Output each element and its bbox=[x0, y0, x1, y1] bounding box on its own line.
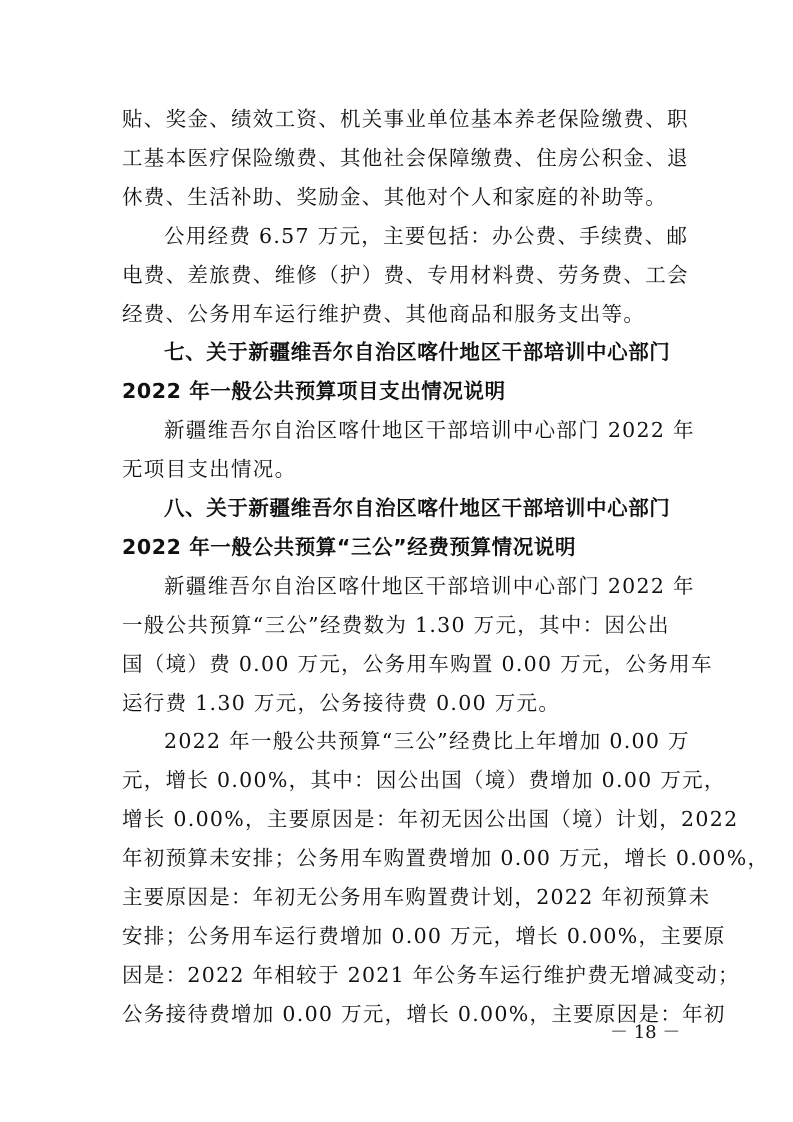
body-text-line: 运行费 1.30 万元，公务接待费 0.00 万元。 bbox=[122, 691, 561, 715]
body-text-line: 安排；公务用车运行费增加 0.00 万元，增长 0.00%，主要原 bbox=[122, 924, 726, 948]
body-text-line: 新疆维吾尔自治区喀什地区干部培训中心部门 2022 年 bbox=[164, 574, 695, 598]
body-text-line: 公用经费 6.57 万元，主要包括：办公费、手续费、邮 bbox=[164, 224, 689, 248]
body-text-line: 工基本医疗保险缴费、其他社会保障缴费、住房公积金、退 bbox=[122, 146, 689, 170]
body-text-line: 无项目支出情况。 bbox=[122, 457, 297, 481]
body-text-line: 增长 0.00%，主要原因是：年初无因公出国（境）计划，2022 bbox=[122, 807, 739, 831]
body-text-line: 2022 年一般公共预算“三公”经费比上年增加 0.00 万 bbox=[164, 729, 690, 753]
body-text-line: 年初预算未安排；公务用车购置费增加 0.00 万元，增长 0.00%， bbox=[122, 846, 770, 870]
body-text-line: 公务接待费增加 0.00 万元，增长 0.00%，主要原因是：年初 bbox=[122, 1002, 726, 1026]
body-text-line: 贴、奖金、绩效工资、机关事业单位基本养老保险缴费、职 bbox=[122, 107, 689, 131]
body-text-line: 元，增长 0.00%，其中：因公出国（境）费增加 0.00 万元， bbox=[122, 768, 726, 792]
body-text-line: 电费、差旅费、维修（护）费、专用材料费、劳务费、工会 bbox=[122, 263, 689, 287]
section-heading-seven-continued: 2022 年一般公共预算项目支出情况说明 bbox=[122, 379, 506, 403]
page-number: － 18 － bbox=[610, 1022, 681, 1043]
section-heading-eight-continued: 2022 年一般公共预算“三公”经费预算情况说明 bbox=[122, 535, 577, 559]
body-text-line: 国（境）费 0.00 万元，公务用车购置 0.00 万元，公务用车 bbox=[122, 652, 713, 676]
section-heading-seven: 七、关于新疆维吾尔自治区喀什地区干部培训中心部门 bbox=[164, 340, 671, 364]
body-text-line: 主要原因是：年初无公务用车购置费计划，2022 年初预算未 bbox=[122, 885, 711, 909]
body-text-line: 经费、公务用车运行维护费、其他商品和服务支出等。 bbox=[122, 302, 646, 326]
body-text-line: 新疆维吾尔自治区喀什地区干部培训中心部门 2022 年 bbox=[164, 418, 695, 442]
body-text-line: 休费、生活补助、奖励金、其他对个人和家庭的补助等。 bbox=[122, 185, 667, 209]
body-text-line: 一般公共预算“三公”经费数为 1.30 万元，其中：因公出 bbox=[122, 613, 670, 637]
section-heading-eight: 八、关于新疆维吾尔自治区喀什地区干部培训中心部门 bbox=[164, 496, 671, 520]
body-text-line: 因是：2022 年相较于 2021 年公务车运行维护费无增减变动； bbox=[122, 963, 740, 987]
